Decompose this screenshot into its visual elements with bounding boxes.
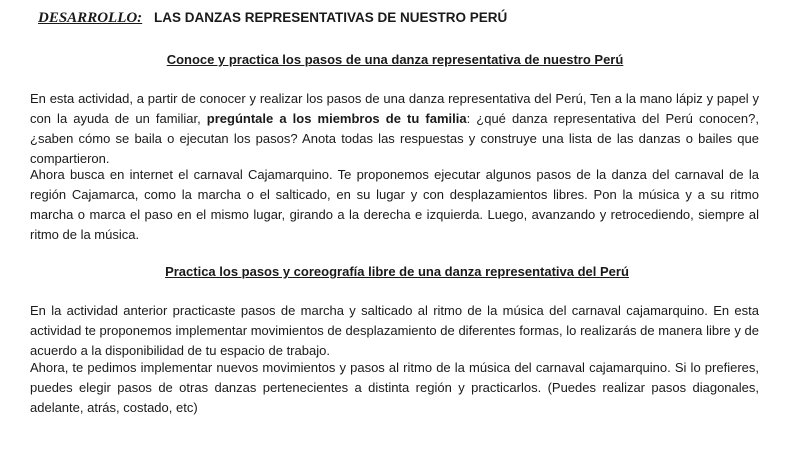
section1-paragraph-1-end: : ¿qué danza representativa del Perú conocen?, ¿saben cómo se baila o ejecutan los pasos? Anota todas las respuestas y construye una lista de las danzas o bailes que compartieron. xyxy=(30,111,759,166)
page-title: LAS DANZAS REPRESENTATIVAS DE NUESTRO PERÚ xyxy=(153,10,508,25)
section1-paragraph-2: Ahora busca en internet el carnaval Cajamarquino. Te proponemos ejecutar algunos pasos de la danza del carnaval de la región Cajamarca, como la marcha o el salticado, en su lugar y con desplazamientos libres. Pon la música y a su ritmo marcha o marca el paso en el mismo lugar, girando a la derecha e izquierda. Luego, avanzando y retrocediendo, siempre al ritmo de la música. xyxy=(30,167,759,242)
section1-paragraph-1 xyxy=(30,89,759,169)
section2-paragraph-2: Ahora, te pedimos implementar nuevos movimientos y pasos al ritmo de la música del carnaval cajamarquino. Si lo prefieres, puedes elegir pasos de otras danzas pertenecientes a distinta región y practicarlos. (Puedes realizar pasos diagonales, adelante, atrás, costado, etc) xyxy=(30,360,759,415)
page-header xyxy=(38,10,507,27)
section2-paragraph-1: En la actividad anterior practicaste pasos de marcha y salticado al ritmo de la música del carnaval cajamarquino. En esta actividad te proponemos implementar movimientos de desplazamiento de diferentes formas, lo realizarás de manera libre y de acuerdo a la disponibilidad de tu espacio de trabajo. xyxy=(30,303,759,358)
section-label: DESARROLLO: xyxy=(38,10,143,26)
section2-subtitle: Practica los pasos y coreografía libre de una danza representativa del Perú xyxy=(165,264,629,279)
section1-paragraph-1-start: En esta actividad, a partir de conocer y realizar los pasos de una danza representativa del Perú, Ten a la mano lápiz y papel y con la ayuda de un familiar, xyxy=(30,91,759,126)
section1-subtitle: Conoce y practica los pasos de una danza representativa de nuestro Perú xyxy=(166,52,624,67)
section1-paragraph-1-bold: pregúntale a los miembros de tu familia xyxy=(206,111,467,126)
